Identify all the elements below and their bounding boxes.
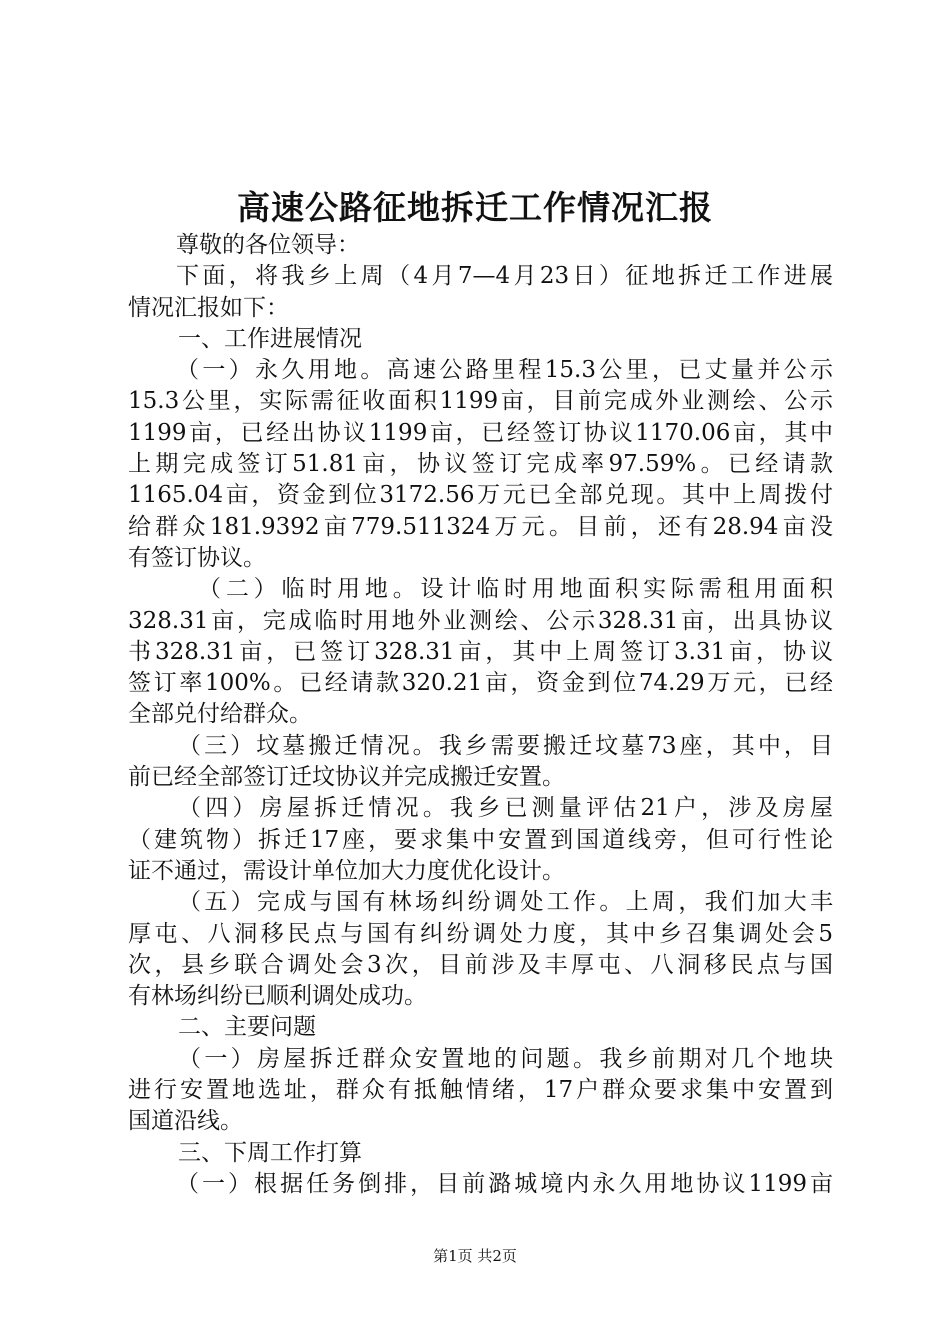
section-heading-problems: 二、主要问题 (178, 1014, 316, 1041)
document-body (128, 230, 833, 1200)
forest-dispute-paragraph-line: 厚屯、八洞移民点与国有纠纷调处力度，其中乡召集调处会5 (128, 920, 833, 947)
forest-dispute-paragraph-line: （五）完成与国有林场纠纷调处工作。上周，我们加大丰 (178, 889, 833, 916)
section-heading-progress: 一、工作进展情况 (178, 325, 362, 352)
permanent-land-paragraph-line: 1199亩，已经出协议1199亩，已经签订协议1170.06亩，其中 (128, 419, 833, 446)
intro-paragraph-line: 情况汇报如下： (128, 294, 289, 321)
forest-dispute-paragraph-line: 有林场纠纷已顺利调处成功。 (128, 983, 427, 1010)
temporary-land-paragraph-line: （二）临时用地。设计临时用地面积实际需租用面积 (198, 576, 833, 603)
permanent-land-paragraph-line: 给群众181.9392亩779.511324万元。目前，还有28.94亩没 (128, 513, 833, 540)
temporary-land-paragraph-line: 签订率100%。已经请款320.21亩，资金到位74.29万元，已经 (128, 670, 833, 697)
resettlement-problem-paragraph-line: 国道沿线。 (128, 1108, 243, 1135)
page-number-footer: 第1页 共2页 (433, 1247, 517, 1265)
temporary-land-paragraph-line: 书328.31亩，已签订328.31亩，其中上周签订3.31亩，协议 (128, 638, 833, 665)
section-heading-next-week: 三、下周工作打算 (178, 1139, 362, 1166)
permanent-land-paragraph-line: 1165.04亩，资金到位3172.56万元已全部兑现。其中上周拨付 (128, 482, 833, 509)
permanent-land-paragraph-line: 有签订协议。 (128, 544, 266, 571)
house-demolition-paragraph-line: （建筑物）拆迁17座，要求集中安置到国道线旁，但可行性论 (128, 826, 833, 853)
document-title: 高速公路征地拆迁工作情况汇报 (237, 188, 713, 227)
grave-relocation-paragraph-line: 前已经全部签订迁坟协议并完成搬迁安置。 (128, 764, 565, 791)
temporary-land-paragraph-line: 328.31亩，完成临时用地外业测绘、公示328.31亩，出具协议 (128, 607, 833, 634)
resettlement-problem-paragraph-line: 进行安置地选址，群众有抵触情绪，17户群众要求集中安置到 (128, 1077, 833, 1104)
grave-relocation-paragraph-line: （三）坟墓搬迁情况。我乡需要搬迁坟墓73座，其中，目 (178, 732, 833, 759)
house-demolition-paragraph-line: 证不通过，需设计单位加大力度优化设计。 (128, 857, 565, 884)
forest-dispute-paragraph-line: 次，县乡联合调处会3次，目前涉及丰厚屯、八洞移民点与国 (128, 951, 833, 978)
temporary-land-paragraph-line: 全部兑付给群众。 (128, 701, 312, 728)
permanent-land-paragraph-line: （一）永久用地。高速公路里程15.3公里，已丈量并公示 (176, 357, 833, 384)
house-demolition-paragraph-line: （四）房屋拆迁情况。我乡已测量评估21户，涉及房屋 (178, 795, 833, 822)
salutation: 尊敬的各位领导： (176, 232, 360, 258)
permanent-land-paragraph-line: 15.3公里，实际需征收面积1199亩，目前完成外业测绘、公示 (128, 388, 833, 415)
permanent-land-paragraph-line: 上期完成签订51.81亩，协议签订完成率97.59%。已经请款 (128, 451, 833, 478)
next-week-paragraph-line: （一）根据任务倒排，目前潞城境内永久用地协议1199亩 (176, 1170, 833, 1197)
intro-paragraph-line: 下面，将我乡上周（4月7—4月23日）征地拆迁工作进展 (176, 263, 833, 290)
resettlement-problem-paragraph-line: （一）房屋拆迁群众安置地的问题。我乡前期对几个地块 (178, 1045, 833, 1072)
